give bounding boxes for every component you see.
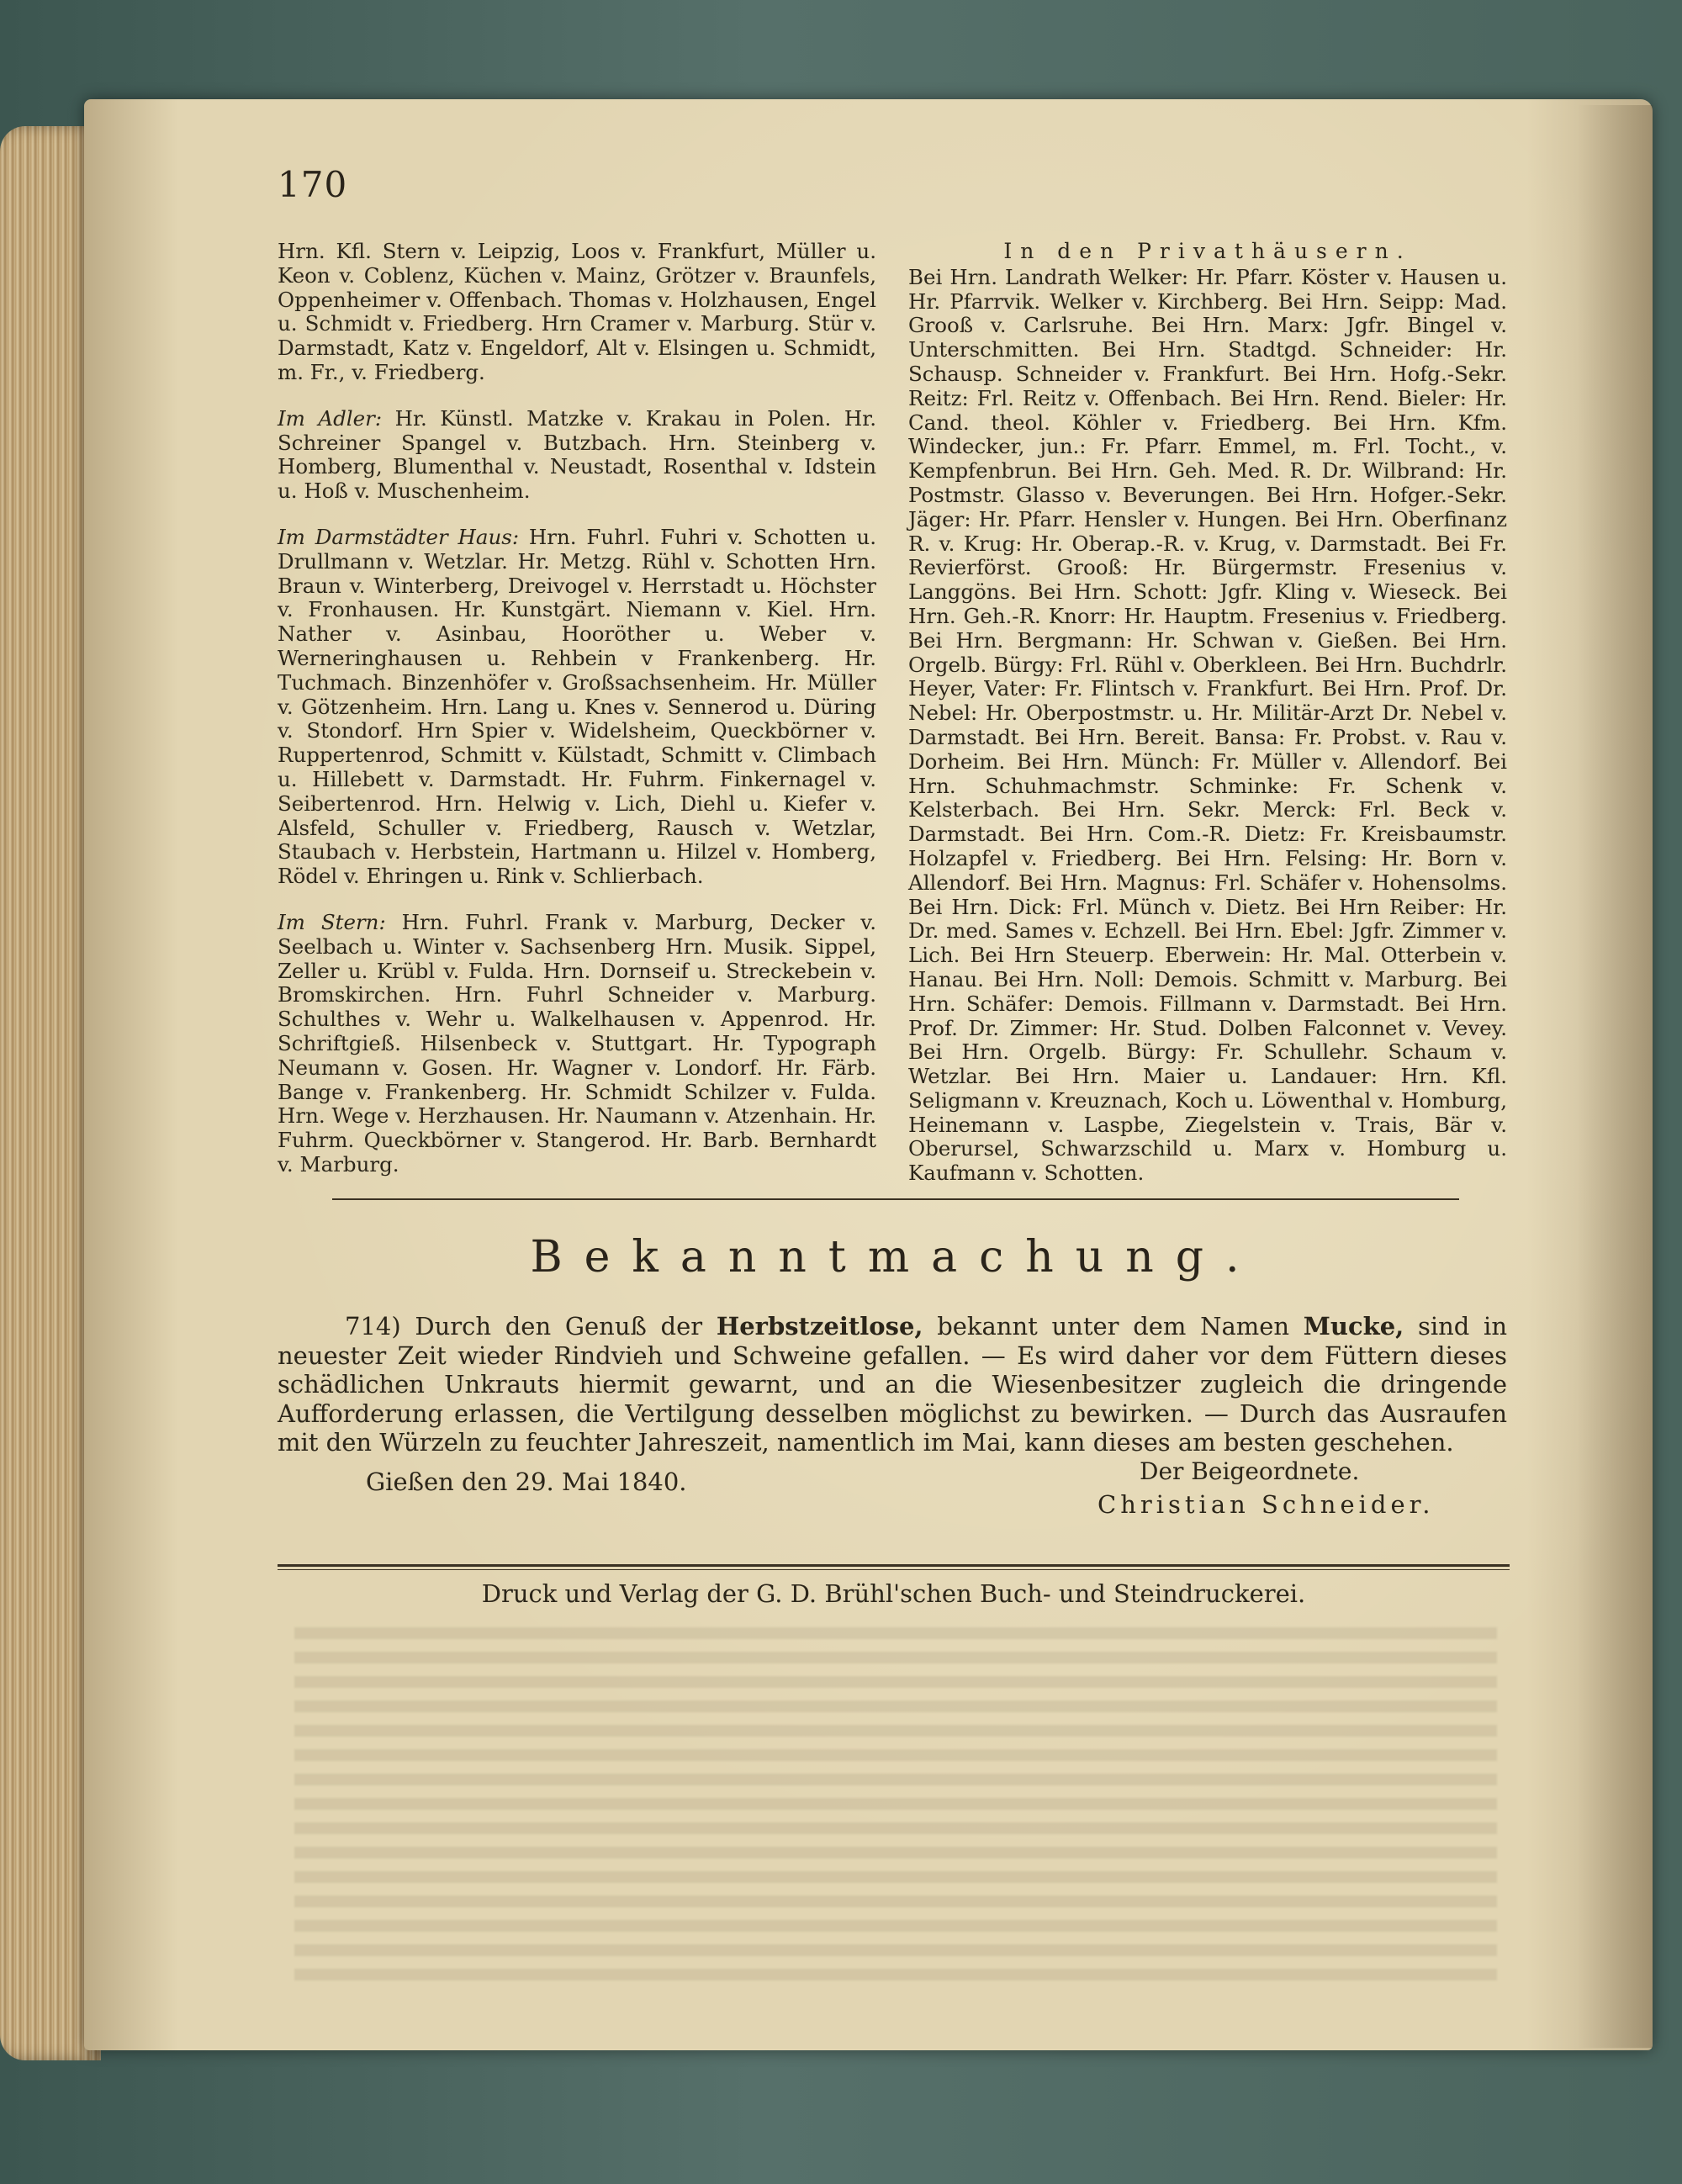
announcement-bold-2: Mucke, <box>1303 1312 1404 1341</box>
darmstaedter-text: Hrn. Fuhrl. Fuhri v. Schotten u. Drullmann v. Wetzlar. Hr. Metzg. Rühl v. Schotten Hrn. Braun v. Winterberg, Dreivogel v. Herrstadt u. Höchster v. Fronhausen. Hr. Kunstgärt. Niemann v. Kiel. Hrn. Nather v. Asinbau, Hooröther u. Weber v. Werneringhausen u. Rehbein v Frankenberg. Hr. Tuchmach. Binzenhöfer v. Großsachsenheim. Hr. Müller v. Götzenheim. Hrn. Lang u. Knes v. Sennerod u. Düring v. Stondorf. Hrn Spier v. Widelsheim, Queckbörner v. Ruppertenrod, Schmitt v. Külstadt, Schmitt v. Climbach u. Hillebett v. Darmstadt. Hr. Fuhrm. Finkernagel v. Seibertenrod. Hrn. Helwig v. Lich, Diehl u. Kiefer v. Alsfeld, Schuller v. Friedberg, Rausch v. Wetzlar, Staubach v. Herbstein, Hartmann u. Hilzel v. Homberg, Rödel v. Ehringen u. Rink v. Schlierbach. <box>278 524 876 889</box>
imprint-divider <box>278 1564 1510 1567</box>
announcement-text-2: bekannt unter dem Namen <box>923 1312 1304 1341</box>
announcement-title: Bekanntmachung. <box>530 1232 1262 1282</box>
announcement-number: 714) <box>345 1312 401 1341</box>
adler-text: Hr. Künstl. Matzke v. Krakau in Polen. Hr. Schreiner Spangel v. Butzbach. Hrn. Steinberg v. Homberg, Blumenthal v. Neustadt, Rosenthal v. Idstein u. Hoß v. Muschenheim. <box>278 405 877 504</box>
stern-text: Hrn. Fuhrl. Frank v. Marburg, Decker v. Seelbach u. Winter v. Sachsenberg Hrn. Musik. Sippel, Zeller u. Krübl v. Fulda. Hrn. Dornseif u. Streckebein v. Bromskirchen. Hrn. Fuhrl Schneider v. Marburg. Schulthes v. Wehr u. Walkelhausen v. Appenrod. Hr. Schriftgieß. Hilsenbeck v. Stuttgart. Hr. Typograph Neumann v. Gosen. Hr. Wagner v. Londorf. Hr. Färb. Bange v. Frankenberg. Hr. Schmidt Schilzer v. Fulda. Hrn. Wege v. Herzhausen. Hr. Naumann v. Atzenhain. Hr. Fuhrm. Queckbörner v. Stangerod. Hr. Barb. Bernhardt v. Marburg. <box>278 909 876 1177</box>
announcement-text-3: sind in neuester Zeit wieder Rindvieh und Schweine gefallen. — Es wird daher vor dem Füttern dieses schädlichen Unkrauts hiermit gewarnt, und an die Wiesenbesitzer zugleich die dringende Aufforderung erlassen, die Vertilgung desselben möglichst zu bewirken. — Durch das Ausraufen mit den Würzeln zu feuchter Jahreszeit, namentlich im Mai, kann dieses am besten geschehen. <box>278 1312 1507 1457</box>
signature-name: Christian Schneider. <box>1098 1490 1435 1519</box>
stern-lead: Im Stern: <box>278 909 386 934</box>
adler-paragraph <box>278 407 876 504</box>
announcement-bold-1: Herbstzeitlose, <box>716 1312 923 1341</box>
section-divider <box>332 1198 1459 1200</box>
darmstaedter-paragraph <box>278 526 876 889</box>
page-gutter-shadow <box>1577 105 1653 2048</box>
adler-lead: Im Adler: <box>278 405 383 431</box>
left-column <box>278 240 876 1177</box>
reverse-side-bleed-through <box>294 1627 1497 1980</box>
announcement-date: Gießen den 29. Mai 1840. <box>366 1467 687 1496</box>
right-column <box>908 240 1507 1186</box>
left-intro-paragraph: Hrn. Kfl. Stern v. Leipzig, Loos v. Frankfurt, Müller u. Keon v. Coblenz, Küchen v. Mainz, Grötzer v. Braunfels, Oppenheimer v. Offenbach. Thomas v. Holzhausen, Engel u. Schmidt v. Friedberg. Hrn Cramer v. Marburg. Stür v. Darmstadt, Katz v. Engeldorf, Alt v. Elsingen u. Schmidt, m. Fr., v. Friedberg. <box>278 239 876 384</box>
privathaeuser-heading: In den Privathäusern. <box>1003 239 1412 263</box>
imprint-line: Druck und Verlag der G. D. Brühl'schen Buch- und Steindruckerei. <box>481 1579 1306 1608</box>
imprint-divider-thin <box>278 1569 1510 1570</box>
signature-role: Der Beigeordnete. <box>1140 1457 1360 1485</box>
announcement-paragraph <box>278 1312 1507 1457</box>
privathaeuser-paragraph: Bei Hrn. Landrath Welker: Hr. Pfarr. Köster v. Hausen u. Hr. Pfarrvik. Welker v. Kirchberg. Bei Hrn. Seipp: Mad. Grooß v. Carlsruhe. Bei Hrn. Marx: Jgfr. Bingel v. Unterschmitten. Bei Hrn. Stadtgd. Schneider: Hr. Schausp. Schneider v. Frankfurt. Bei Hrn. Hofg.-Sekr. Reitz: Frl. Reitz v. Offenbach. Bei Hrn. Rend. Bieler: Hr. Cand. theol. Köhler v. Friedberg. Bei Hrn. Kfm. Windecker, jun.: Fr. Pfarr. Emmel, m. Frl. Tocht., v. Kempfenbrun. Bei Hrn. Geh. Med. R. Dr. Wilbrand: Hr. Postmstr. Glasso v. Beverungen. Bei Hrn. Hofger.-Sekr. Jäger: Hr. Pfarr. Hensler v. Hungen. Bei Hrn. Oberfinanz R. v. Krug: Hr. Oberap.-R. v. Krug, v. Darmstadt. Bei Fr. Revierförst. Grooß: Hr. Bürgermstr. Fresenius v. Langgöns. Bei Hrn. Schott: Jgfr. Kling v. Wieseck. Bei Hrn. Geh.-R. Knorr: Hr. Hauptm. Fresenius v. Friedberg. Bei Hrn. Bergmann: Hr. Schwan v. Gießen. Bei Hrn. Orgelb. Bürgy: Frl. Rühl v. Oberkleen. Bei Hrn. Buchdrlr. Heyer, Vater: Fr. Flintsch v. Frankfurt. Bei Hrn. Prof. Dr. Nebel: Hr. Oberpostmstr. u. Hr. Militär-Arzt Dr. Nebel v. Darmstadt. Bei Hrn. Bereit. Bansa: Fr. Probst. v. Rau v. Dorheim. Bei Hrn. Münch: Fr. Müller v. Allendorf. Bei Hrn. Schuhmachmstr. Schminke: Fr. Schenk v. Kelsterbach. Bei Hrn. Sekr. Merck: Frl. Beck v. Darmstadt. Bei Hrn. Com.-R. Dietz: Fr. Kreisbaumstr. Holzapfel v. Friedberg. Bei Hrn. Felsing: Hr. Born v. Allendorf. Bei Hrn. Magnus: Frl. Schäfer v. Hohensolms. Bei Hrn. Dick: Frl. Münch v. Dietz. Bei Hrn Reiber: Hr. Dr. med. Sames v. Echzell. Bei Hrn. Ebel: Jgfr. Zimmer v. Lich. Bei Hrn Steuerp. Eberwein: Hr. Mal. Otterbein v. Hanau. Bei Hrn. Noll: Demois. Schmitt v. Marburg. Bei Hrn. Schäfer: Demois. Fillmann v. Darmstadt. Bei Hrn. Prof. Dr. Zimmer: Hr. Stud. Dolben Falconnet v. Vevey. Bei Hrn. Orgelb. Bürgy: Fr. Schullehr. Schaum v. Wetzlar. Bei Hrn. Maier u. Landauer: Hrn. Kfl. Seligmann v. Kreuznach, Koch u. Löwenthal v. Homburg, Heinemann v. Laspbe, Ziegelstein v. Trais, Bär v. Oberursel, Schwarzschild u. Marx v. Homburg u. Kaufmann v. Schotten. <box>908 264 1507 1186</box>
darmstaedter-lead: Im Darmstädter Haus: <box>278 524 520 549</box>
announcement-text-1: Durch den Genuß der <box>400 1312 717 1341</box>
announcement-body <box>278 1312 1507 1457</box>
page-number: 170 <box>278 164 348 205</box>
stern-paragraph <box>278 911 876 1177</box>
